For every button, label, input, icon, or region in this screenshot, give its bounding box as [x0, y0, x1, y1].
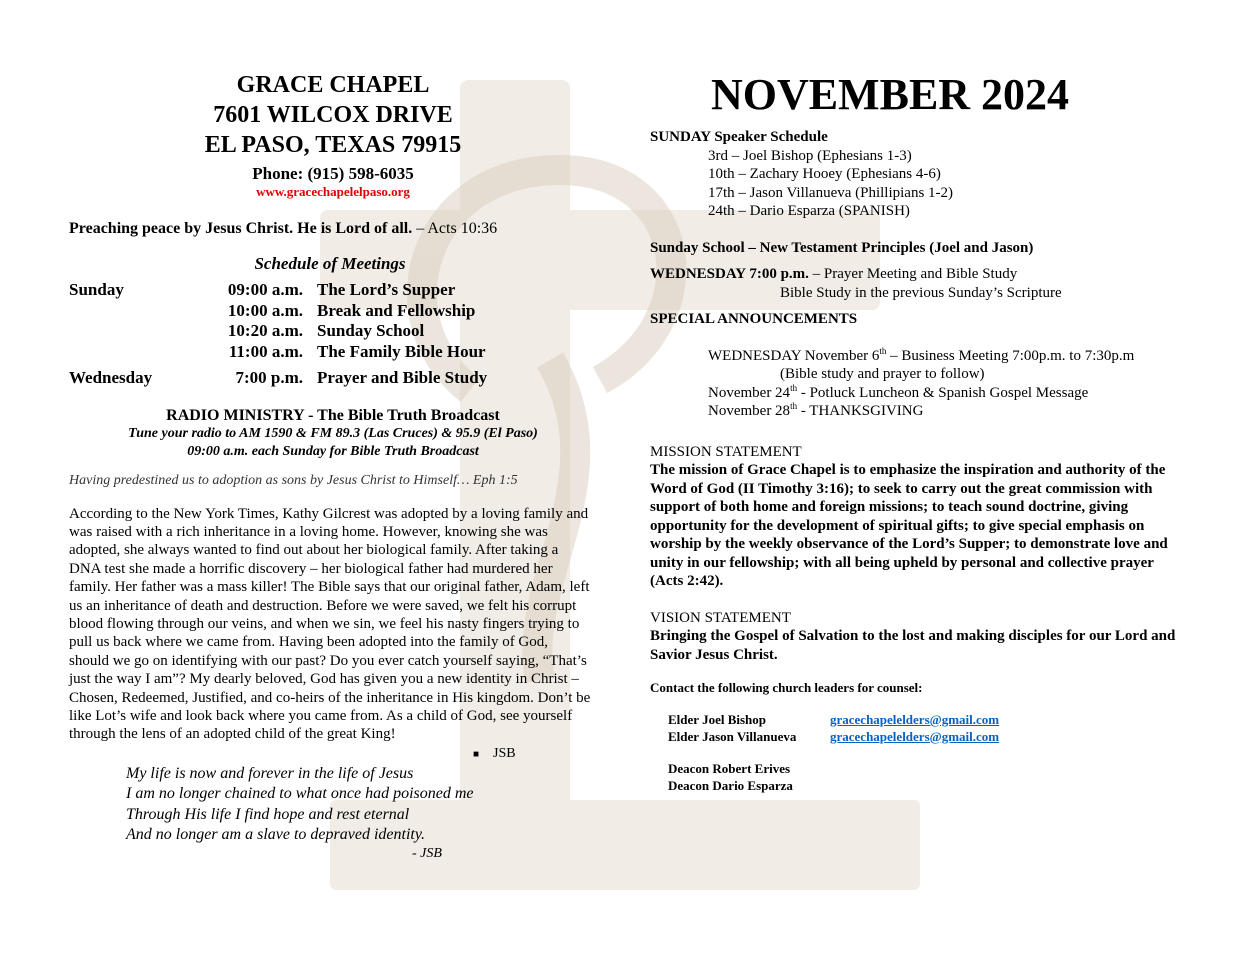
verse: Having predestined us to adoption as sons by Jesus Christ to Himself… Eph 1:5 — [69, 472, 518, 488]
announcement-item — [650, 347, 1190, 366]
announcement-text: - Potluck Luncheon & Spanish Gospel Message — [797, 384, 1089, 401]
square-bullet-icon: ■ — [473, 748, 480, 760]
schedule-row — [69, 321, 599, 342]
church-address: 7601 WILCOX DRIVE — [213, 102, 453, 128]
announcements-heading: SPECIAL ANNOUNCEMENTS — [650, 311, 858, 327]
elder-email-link[interactable]: gracechapelelders@gmail.com — [830, 712, 1000, 727]
sunday-school: Sunday School – New Testament Principles (Joel and Jason) — [650, 239, 1034, 256]
elder-name: Elder Jason Villanueva — [668, 728, 797, 744]
church-website-link[interactable]: www.gracechapelelpaso.org — [256, 184, 410, 199]
left-column — [69, 70, 599, 862]
schedule-time: 7:00 p.m. — [235, 368, 303, 387]
elder-contact — [668, 712, 1190, 729]
mission-statement — [650, 443, 1180, 591]
vision-heading: VISION STATEMENT — [650, 609, 791, 626]
schedule-time: 11:00 a.m. — [228, 341, 303, 361]
poem-line: My life is now and forever in the life of Jesus — [126, 764, 414, 782]
poem-line: Through His life I find hope and rest eternal — [126, 805, 410, 823]
schedule-row — [69, 280, 599, 301]
poem-author: - JSB — [412, 845, 442, 861]
poem — [69, 764, 599, 862]
schedule-title: Schedule of Meetings — [254, 254, 406, 273]
church-phone: Phone: (915) 598-6035 — [252, 164, 414, 183]
schedule-event: Break and Fellowship — [317, 300, 476, 320]
elders-list — [650, 712, 1190, 794]
speaker-item: 24th – Dario Esparza (SPANISH) — [708, 203, 910, 219]
deacon-contact — [668, 761, 1190, 778]
schedule-day — [69, 321, 187, 342]
schedule-day: Wednesday — [69, 368, 153, 387]
schedule-time: 10:00 a.m. — [227, 300, 303, 320]
deacon-name: Deacon Robert Erives — [668, 761, 791, 776]
announcement-text: – Business Meeting 7:00p.m. to 7:30p.m — [886, 347, 1135, 364]
speaker-item: 17th – Jason Villanueva (Phillipians 1-2) — [708, 184, 954, 201]
vision-statement — [650, 609, 1180, 665]
deacon-name: Deacon Dario Esparza — [668, 777, 793, 793]
right-column — [650, 70, 1190, 794]
church-city: EL PASO, TEXAS 79915 — [204, 132, 462, 158]
contacts — [650, 680, 1190, 794]
schedule-row — [69, 301, 599, 322]
announcement-sub: (Bible study and prayer to follow) — [780, 366, 985, 382]
announcement-date: November 24 — [708, 384, 791, 401]
vision-text: Bringing the Gospel of Salvation to the lost and making disciples for our Lord and Savior Jesus Christ. — [650, 628, 1176, 663]
schedule-time: 09:00 a.m. — [227, 280, 303, 299]
schedule-row — [69, 368, 599, 389]
poem-line: I am no longer chained to what once had poisoned me — [126, 785, 474, 803]
announcement-text: - THANKSGIVING — [797, 403, 924, 419]
elder-email-link[interactable]: gracechapelelders@gmail.com — [830, 728, 1000, 744]
announcement-date: WEDNESDAY November 6 — [708, 347, 880, 364]
schedule-event: The Family Bible Hour — [317, 341, 486, 361]
announcement-date: November 28 — [708, 403, 791, 419]
speaker-item: 3rd – Joel Bishop (Ephesians 1-3) — [708, 147, 912, 164]
elder-contact — [668, 729, 1190, 746]
radio-line-2: 09:00 a.m. each Sunday for Bible Truth Broadcast — [187, 443, 479, 459]
month-title: NOVEMBER 2024 — [710, 70, 1070, 119]
wednesday-label: WEDNESDAY 7:00 p.m. — [650, 266, 809, 282]
wednesday-line-2: Bible Study in the previous Sunday’s Scripture — [780, 284, 1062, 301]
radio-ministry — [69, 407, 597, 461]
ordinal-suffix: th — [879, 345, 887, 356]
schedule-event: Sunday School — [317, 321, 425, 340]
contacts-heading: Contact the following church leaders for counsel: — [650, 680, 923, 695]
speaker-item: 10th – Zachary Hooey (Ephesians 4-6) — [708, 166, 941, 182]
ordinal-suffix: th — [790, 382, 798, 393]
motto-text: Preaching peace by Jesus Christ. He is Lord of all. — [69, 220, 413, 237]
schedule-row — [69, 342, 599, 363]
schedule-day: Sunday — [69, 280, 124, 299]
mission-text: The mission of Grace Chapel is to emphasize the inspiration and authority of the Word of God (II Timothy 3:16); to seek to carry out the great commission with support of both home and foreign missions; to teach sound doctrine, giving opportunity for the development of spiritual gifts; to give special emphasis on worship by the weekly observance of the Lord’s Supper; to demonstrate love and unity in our fellowship; with all being upheld by personal and collective prayer (Acts 2:42). — [650, 462, 1168, 589]
schedule-event: Prayer and Bible Study — [317, 368, 488, 387]
article-signature — [69, 746, 599, 762]
schedule-time: 10:20 a.m. — [227, 321, 303, 340]
article-signature-text: JSB — [493, 745, 516, 761]
deacon-contact — [668, 778, 1190, 795]
ordinal-suffix: th — [790, 401, 798, 411]
announcement-item — [650, 384, 1190, 403]
radio-line-1: Tune your radio to AM 1590 & FM 89.3 (Las Cruces) & 95.9 (El Paso) — [128, 425, 538, 441]
article-body: According to the New York Times, Kathy Gilcrest was adopted by a loving family and was raised with a rich inheritance in a loving home. However, knowing she was adopted, she always wanted to find out about her biological family. After taking a DNA test she made a horrific discovery – her biological father had murdered her family. Her father was a mass killer! The Bible says that our original father, Adam, left us an inheritance of death and destruction. Before we were saved, we felt his corrupt blood flowing through our veins, and when we sin, we feel his nasty fingers trying to pull us back where we came from. Having been adopted into the family of God, should we go on identifying with our past? Do you ever catch yourself saying, “That’s just the way I am”? My dearly beloved, God has given you a new identity in Christ – Chosen, Redeemed, Justified, and co-heirs of the inheritance in His kingdom. Don’t be like Lot’s wife and look back where you came from. As a child of God, see yourself through the lens of an adopted child of the great King! — [69, 505, 591, 743]
announcements-list — [650, 347, 1190, 421]
schedule-day — [69, 342, 187, 363]
announcement-item — [650, 402, 1190, 421]
motto — [69, 220, 599, 238]
motto-ref: – Acts 10:36 — [412, 220, 498, 237]
wednesday-text: – Prayer Meeting and Bible Study — [808, 266, 1018, 282]
schedule-table — [69, 280, 599, 389]
wednesday-meeting — [650, 265, 1190, 302]
speaker-heading: SUNDAY Speaker Schedule — [650, 129, 828, 145]
poem-line: And no longer am a slave to depraved identity. — [126, 826, 426, 844]
schedule-day — [69, 301, 187, 322]
church-name: GRACE CHAPEL — [236, 72, 430, 98]
speaker-schedule — [650, 128, 1190, 221]
radio-title: RADIO MINISTRY - The Bible Truth Broadcast — [166, 406, 500, 424]
schedule-event: The Lord’s Supper — [317, 280, 456, 299]
elder-name: Elder Joel Bishop — [668, 712, 767, 727]
mission-heading: MISSION STATEMENT — [650, 443, 802, 460]
